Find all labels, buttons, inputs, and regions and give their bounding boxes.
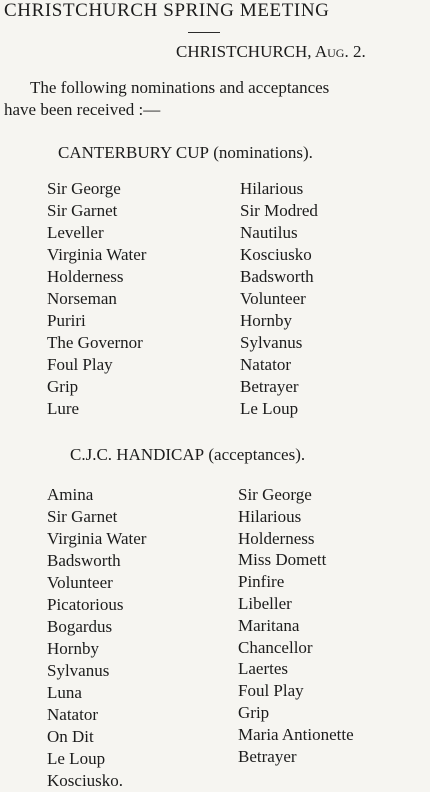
entry-name: Lure: [47, 399, 80, 418]
entry-name: Badsworth: [240, 267, 314, 286]
handicap-note: (acceptances).: [208, 445, 306, 464]
entry-name: Grip: [47, 377, 79, 396]
entry-name: On Dit: [47, 727, 94, 746]
entry-name: Leveller: [47, 223, 104, 242]
entry-name: Sylvanus: [240, 333, 303, 352]
entry-name: Pinfire: [238, 572, 285, 592]
entry-name: The Governor: [47, 333, 143, 352]
entry-name: Virginia Water: [47, 529, 147, 548]
entry-name: Sir George: [238, 485, 312, 504]
intro-line-1: The following nominations and acceptances: [30, 78, 330, 97]
entry-name: Betrayer: [240, 377, 299, 396]
canterbury-cup-note: (nominations).: [213, 143, 313, 162]
entry-name: Sir Garnet: [47, 507, 118, 526]
canterbury-left-column: [47, 178, 146, 420]
entry-name: Miss Domett: [238, 550, 327, 570]
handicap-heading: [70, 445, 305, 465]
entry-name: Hornby: [240, 311, 292, 330]
entry-name: Hilarious: [240, 179, 304, 198]
entry-name: Foul Play: [238, 681, 304, 701]
entry-name: Luna: [47, 683, 82, 702]
article-heading: CHRISTCHURCH SPRING MEETING: [4, 0, 330, 21]
entry-name: Hornby: [47, 639, 99, 658]
entry-name: Chancellor: [238, 637, 313, 657]
entry-name: Norseman: [47, 289, 117, 308]
intro-line-2: have been received :—: [4, 100, 161, 119]
entry-name: Sir Modred: [240, 201, 318, 220]
entry-name: Grip: [238, 702, 270, 722]
dateline: CHRISTCHURCH, Aug. 2.: [176, 42, 366, 61]
entry-name: Libeller: [238, 593, 292, 613]
entry-name: Kosciusko: [240, 245, 312, 264]
entry-name: Foul Play: [47, 355, 113, 374]
entry-name: Sir George: [47, 179, 121, 198]
entry-name: Betrayer: [238, 746, 297, 766]
entry-name: Nautilus: [240, 223, 298, 242]
entry-name: Sir Garnet: [47, 201, 118, 220]
entry-name: Le Loup: [240, 399, 299, 418]
canterbury-cup-title: CANTERBURY CUP: [58, 143, 209, 162]
entry-name: Badsworth: [47, 551, 121, 570]
canterbury-right-column: [240, 178, 318, 420]
heading-rule: [188, 32, 220, 33]
canterbury-cup-heading: [58, 143, 313, 163]
entry-name: Puriri: [47, 311, 86, 330]
entry-name: Volunteer: [47, 573, 113, 592]
handicap-right-column: [238, 484, 354, 767]
entry-name: Hilarious: [238, 506, 302, 526]
entry-name: Natator: [240, 355, 291, 374]
handicap-cut-line: Kosciusko.: [47, 771, 124, 790]
entry-name: Virginia Water: [47, 245, 147, 264]
entry-name: Amina: [47, 485, 94, 504]
entry-name: Maria Antionette: [238, 724, 354, 744]
entry-name: Le Loup: [47, 749, 106, 768]
entry-name: Picatorious: [47, 595, 124, 614]
entry-name: Laertes: [238, 659, 289, 679]
entry-name: Natator: [47, 705, 98, 724]
entry-name: Maritana: [238, 615, 300, 635]
entry-name: Sylvanus: [47, 661, 110, 680]
entry-name: Volunteer: [240, 289, 306, 308]
handicap-left-column: [47, 484, 146, 770]
entry-name: Holderness: [238, 528, 315, 548]
entry-name: Holderness: [47, 267, 124, 286]
handicap-title: C.J.C. HANDICAP: [70, 445, 205, 464]
entry-name: Bogardus: [47, 617, 113, 636]
